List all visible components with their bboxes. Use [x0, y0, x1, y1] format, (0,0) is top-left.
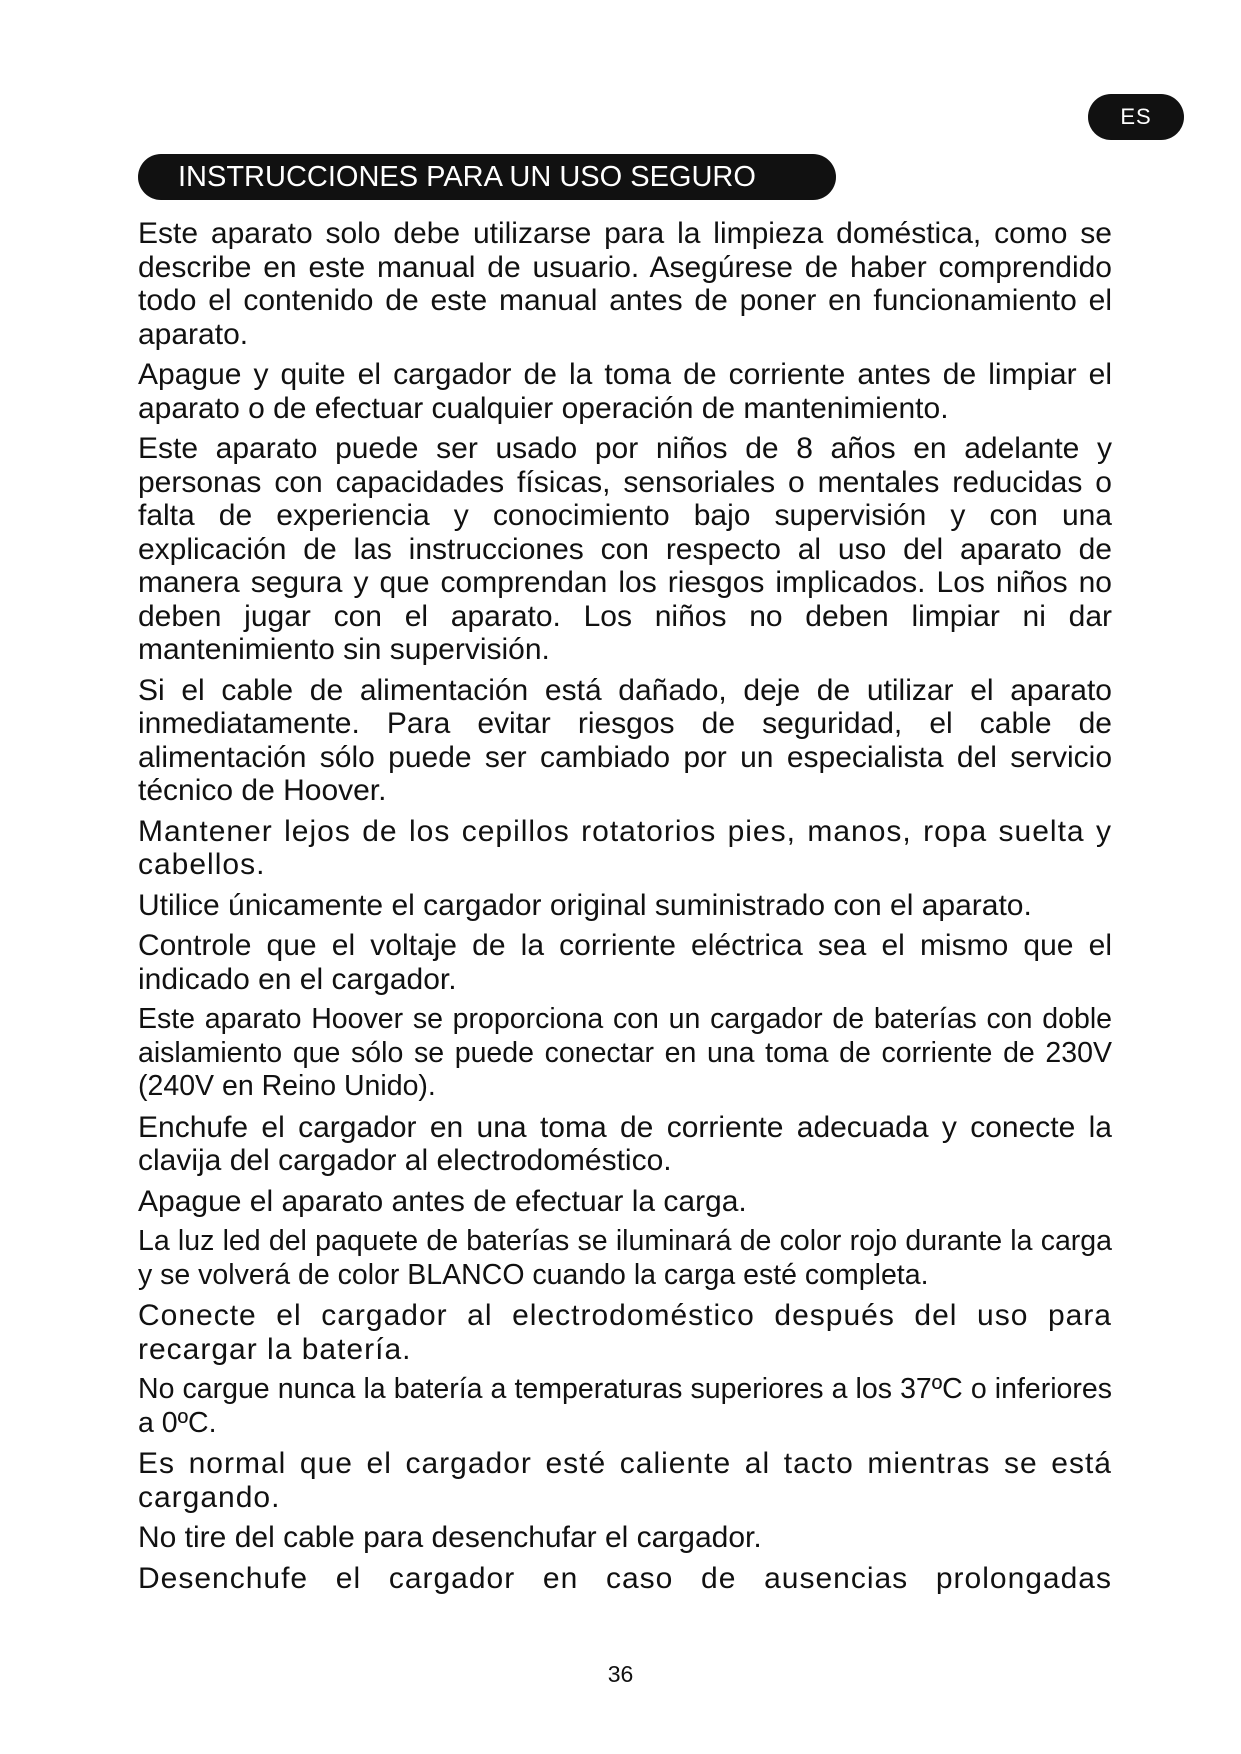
- section-title: INSTRUCCIONES PARA UN USO SEGURO: [138, 154, 836, 200]
- paragraph-rotating-brushes: Mantener lejos de los cepillos rotatorios pies, manos, ropa suelta y cabellos.: [138, 814, 1112, 881]
- paragraph-led-indicator: La luz led del paquete de baterías se iluminará de color rojo durante la carga y se volverá de color BLANCO cuando la carga esté completa.: [138, 1225, 1112, 1291]
- language-badge: ES: [1088, 94, 1184, 140]
- page-number: 36: [607, 1661, 634, 1687]
- paragraph-damaged-cable: Si el cable de alimentación está dañado, deje de utilizar el aparato inmediatamente. Para evitar riesgos de seguridad, el cable de alimentación sólo puede ser cambiado por un especialista del servicio técnico de Hoover.: [138, 673, 1112, 807]
- paragraph-original-charger: Utilice únicamente el cargador original suministrado con el aparato.: [138, 888, 1032, 922]
- paragraph-do-not-pull-cable: No tire del cable para desenchufar el cargador.: [138, 1521, 762, 1554]
- instructions-body: [138, 217, 1112, 1602]
- paragraph-recharge-after-use: Conecte el cargador al electrodoméstico después del uso para recargar la batería.: [138, 1299, 1112, 1366]
- paragraph-charger-warm: Es normal que el cargador esté caliente al tacto mientras se está cargando.: [138, 1447, 1112, 1514]
- paragraph-children-supervision: Este aparato puede ser usado por niños de 8 años en adelante y personas con capacidades físicas, sensoriales o mentales reducidas o falta de experiencia y conocimiento bajo supervisión y con una explicación de las instrucciones con respecto al uso del aparato de manera segura y que comprendan los riesgos implicados. Los niños no deben jugar con el aparato. Los niños no deben limpiar ni dar mantenimiento sin supervisión.: [138, 432, 1112, 666]
- paragraph-unplug-before-cleaning: Apague y quite el cargador de la toma de corriente antes de limpiar el aparato o de efectuar cualquier operación de mantenimiento.: [138, 358, 1112, 425]
- paragraph-switch-off-before-charging: Apague el aparato antes de efectuar la carga.: [138, 1184, 747, 1218]
- paragraph-temperature-limits: No cargue nunca la batería a temperaturas superiores a los 37ºC o inferiores a 0ºC.: [138, 1373, 1112, 1439]
- paragraph-unplug-when-away: Desenchufe el cargador en caso de ausencias prolongadas: [138, 1561, 1112, 1595]
- paragraph-double-insulation: Este aparato Hoover se proporciona con un cargador de baterías con doble aislamiento que sólo se puede conectar en una toma de corriente de 230V (240V en Reino Unido).: [138, 1003, 1112, 1102]
- paragraph-voltage-check: Controle que el voltaje de la corriente eléctrica sea el mismo que el indicado en el cargador.: [138, 929, 1112, 996]
- paragraph-domestic-use: Este aparato solo debe utilizarse para la limpieza doméstica, como se describe en este manual de usuario. Asegúrese de haber comprendido todo el contenido de este manual antes de poner en funcionamiento el aparato.: [138, 217, 1112, 351]
- paragraph-plug-in-charger: Enchufe el cargador en una toma de corriente adecuada y conecte la clavija del cargador al electrodoméstico.: [138, 1110, 1112, 1177]
